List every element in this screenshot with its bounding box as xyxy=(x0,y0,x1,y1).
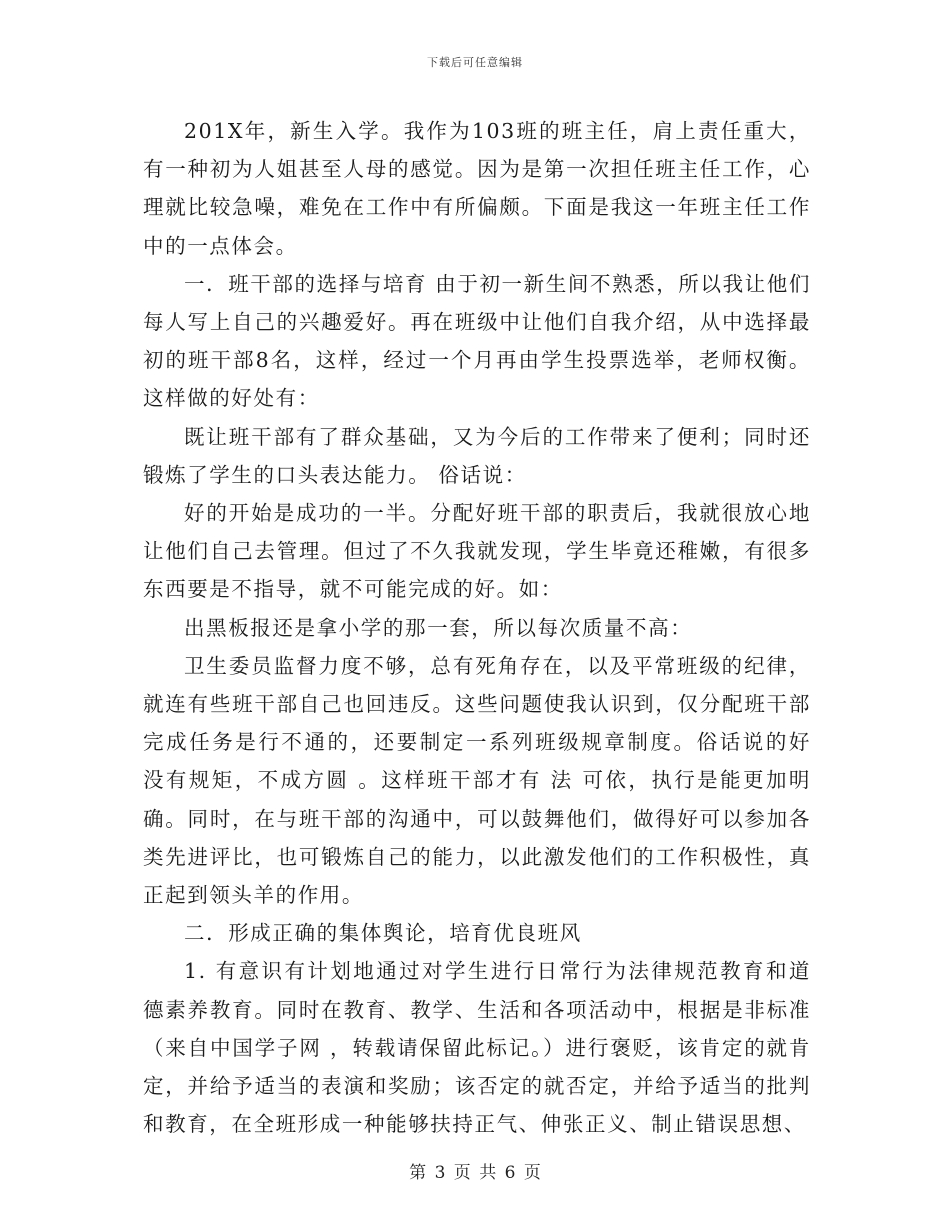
section-heading: 二．形成正确的集体舆论，培育优良班风 xyxy=(184,921,582,946)
page-header: 下载后可任意编辑 xyxy=(427,56,523,69)
paragraph: 1. 有意识有计划地通过对学生进行日常行为法律规范教育和道德素养教育。同时在教育、教学、生活和各项活动中，根据是非标准（来自中国学子网 ，转载请保留此标记。）进行褒贬，该肯定的就肯定，并给予适当的表演和奖励；该否定的就否定，并给予适当的批判和教育，在全班形成一种能够扶持正气、伸张正义、制止错误思想、 xyxy=(143,959,811,1137)
page-number: 第 3 页 共 6 页 xyxy=(409,1163,541,1183)
paragraph: 卫生委员监督力度不够，总有死角存在，以及平常班级的纪律，就连有些班干部自己也回违反。这些问题使我认识到，仅分配班干部完成任务是行不通的，还要制定一系列班级规章制度。俗话说的好 没有规矩，不成方圆 。这样班干部才有 法 可依，执行是能更加明确。同时，在与班干部的沟通中，可以鼓舞他们，做得好可以参加各类先进评比，也可锻炼自己的能力，以此激发他们的工作积极性，真正起到领头羊的作用。 xyxy=(143,653,811,908)
paragraph: 201X年，新生入学。我作为103班的班主任，肩上责任重大，有一种初为人姐甚至人母的感觉。因为是第一次担任班主任工作，心理就比较急噪，难免在工作中有所偏颇。下面是我这一年班主任工作中的一点体会。 xyxy=(143,119,811,258)
paragraph: 一．班干部的选择与培育 由于初一新生间不熟悉，所以我让他们每人写上自己的兴趣爱好。再在班级中让他们自我介绍，从中选择最初的班干部8名，这样，经过一个月再由学生投票选举，老师权衡。这样做的好处有： xyxy=(143,271,811,411)
paragraph: 出黑板报还是拿小学的那一套，所以每次质量不高： xyxy=(184,615,693,640)
paragraph: 好的开始是成功的一半。分配好班干部的职责后，我就很放心地让他们自己去管理。但过了不久我就发现，学生毕竟还稚嫩，有很多东西要是不指导，就不可能完成的好。如： xyxy=(143,501,811,602)
paragraph: 既让班干部有了群众基础，又为今后的工作带来了便利；同时还锻炼了学生的口头表达能力。 俗话说： xyxy=(143,424,811,487)
document-body xyxy=(143,112,811,1143)
